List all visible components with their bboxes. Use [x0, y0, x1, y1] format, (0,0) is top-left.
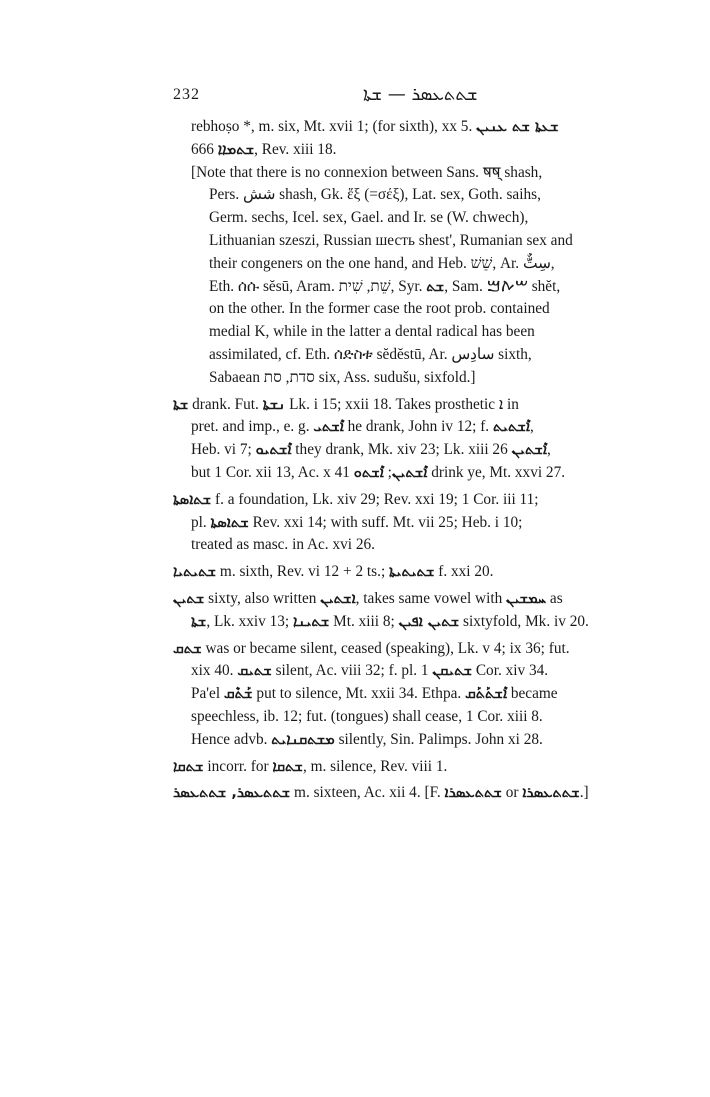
entry-text: as	[546, 589, 563, 607]
entry-text: treated as masc. in Ac. xvi 26.	[191, 536, 375, 554]
syriac-word: ܢܫܬܐ	[262, 396, 286, 413]
entry-line	[173, 462, 653, 485]
entry-text: Mt. xiii 8;	[329, 612, 399, 630]
entry-text: drink ye, Mt. xxvi 27.	[427, 463, 566, 481]
entry-line	[173, 660, 653, 683]
entry-text: incorr. for	[203, 757, 273, 775]
entry-text: on the other. In the former case the root prob. contained	[209, 300, 550, 318]
entry-line	[173, 729, 653, 752]
syriac-word: ܐܫܬܝܢ	[320, 590, 356, 607]
dictionary-column	[173, 116, 653, 809]
dictionary-entry	[173, 489, 653, 557]
entry-line	[173, 683, 653, 706]
syriac-word: ܫܥܬܐ ܫܬ ܥܢܝܢ	[476, 119, 559, 135]
syriac-word: ܫܬܩ	[173, 640, 202, 657]
entry-text: Rev. xxi 14; with suff. Mt. vii 25; Heb. i 10;	[248, 513, 523, 531]
entry-text: ,	[530, 418, 534, 436]
entry-text: .]	[579, 784, 589, 802]
entry-line	[173, 439, 653, 462]
entry-line	[173, 611, 653, 634]
dictionary-entry	[173, 756, 653, 779]
syriac-word: ܐܶܫܬܝܘ	[255, 442, 292, 459]
entry-text: but 1 Cor. xii 13, Ac. x 41	[191, 463, 354, 481]
entry-text: medial K, while in the latter a dental radical has been	[209, 323, 535, 341]
syriac-word: ܡܫܬܩܢܐܝܬ	[271, 731, 335, 748]
entry-text: , Lk. xxiv 13;	[206, 612, 294, 630]
syriac-word: ܫܬܝܢ ܐܦܝܢ	[398, 613, 460, 630]
syriac-word: ܫܬܝܩܢ	[432, 663, 473, 680]
syriac-word: ܐܶܫܬܘ	[353, 464, 384, 481]
entry-line	[173, 756, 653, 779]
syriac-word: ܫܬܬܥܣܪܐ	[522, 785, 580, 802]
entry-line	[173, 561, 653, 584]
syriac-word: ܫܬܝܢܐ	[293, 613, 330, 630]
syriac-word: ܫܬܩܐ	[272, 758, 303, 775]
entry-text: Germ. sechs, Icel. sex, Gael. and Ir. se (W. chwech),	[209, 209, 529, 227]
syriac-word: ܫܬܬܥܣܪܐ	[444, 785, 502, 802]
entry-text: pret. and imp., e. g.	[191, 418, 314, 436]
entry-line	[173, 162, 653, 185]
entry-line	[173, 512, 653, 535]
entry-text: he drank, John iv 12; f.	[343, 418, 493, 436]
syriac-word: ܐܶܫܬܝ	[313, 419, 344, 436]
entry-text: ,	[547, 441, 551, 459]
entry-line	[173, 706, 653, 729]
dictionary-entry	[173, 638, 653, 752]
entry-text: Lk. i 15; xxii 18. Takes prosthetic ܐ in	[285, 395, 519, 413]
syriac-word: ܫܬܝܢ	[173, 590, 205, 607]
dictionary-entry	[173, 394, 653, 485]
dictionary-entry	[173, 561, 653, 584]
entry-text: , takes same vowel with	[355, 589, 507, 607]
entry-text: Lithuanian szeszi, Russian шесть shest', Rumanian sex and	[209, 231, 573, 249]
entry-text: , Sam. ࠔࠕࠌ shĕt,	[444, 277, 561, 295]
syriac-word: ܫܬܩܐ	[173, 758, 204, 775]
entry-text: , m. silence, Rev. viii 1.	[302, 757, 448, 775]
entry-line	[173, 534, 653, 557]
entry-line	[173, 489, 653, 512]
entry-text: was or became silent, ceased (speaking), Lk. v 4; ix 36; fut.	[201, 639, 570, 657]
entry-text: Eth. ሰሱ sĕsū, Aram. שֵׁת, שִׁית, Syr.	[209, 277, 427, 295]
entry-text: xix 40.	[191, 662, 238, 680]
entry-line	[173, 253, 653, 276]
entry-text: m. sixteen, Ac. xii 4. [F.	[290, 784, 445, 802]
entry-text: Sabaean סדת, סת six, Ass. sudušu, sixfold.]	[209, 368, 476, 386]
entry-line	[173, 207, 653, 230]
syriac-word: ܫܬܐ	[191, 613, 207, 630]
dictionary-entry	[173, 588, 653, 634]
entry-text: silent, Ac. viii 32; f. pl.	[271, 662, 421, 680]
entry-text: they drank, Mk. xiv 23; Lk. xiii 26	[291, 441, 512, 459]
page-header	[173, 86, 650, 110]
entry-line	[173, 116, 653, 139]
entry-line	[173, 298, 653, 321]
syriac-word: ܐܶܫܬܰܬܰܩ	[465, 686, 508, 703]
entry-text: sixty, also written	[204, 589, 321, 607]
syriac-word: ܫܬܝܬܝܐ	[173, 564, 217, 581]
entry-text: Pa'el	[191, 685, 224, 703]
entry-line	[173, 416, 653, 439]
entry-text: silently, Sin. Palimps. John xi 28.	[334, 730, 543, 748]
entry-text: Heb. vi 7;	[191, 441, 256, 459]
entry-text: f. xxi 20.	[434, 563, 494, 581]
entry-text: m. sixth, Rev. vi 12 + 2 ts.;	[216, 563, 390, 581]
syriac-word: ܫܬܐܣܬܐ	[210, 514, 249, 531]
entry-text: f. a foundation, Lk. xiv 29; Rev. xxi 19; 1 Cor. iii 11;	[211, 490, 539, 508]
syriac-word: ܫܬ	[426, 278, 445, 295]
entry-text: pl.	[191, 513, 211, 531]
syriac-word: ܐܶܫܬܝܬ	[492, 419, 530, 436]
entry-line	[173, 367, 653, 390]
syriac-word: ܫܰܬܶܩ	[223, 686, 253, 703]
syriac-word: ܐܶܫܬܝܢ	[511, 442, 547, 459]
entry-line	[173, 344, 653, 367]
entry-text: or	[501, 784, 523, 802]
entry-text: Hence advb.	[191, 730, 272, 748]
entry-line	[173, 588, 653, 611]
entry-text: 666, Rev. xiii 18.	[191, 140, 337, 158]
entry-text: their congeners on the one hand, and Heb. שֵׁשׁ, Ar. سِتٌّ,	[209, 254, 555, 272]
entry-text: sixtyfold, Mk. iv 20.	[459, 612, 589, 630]
entry-text: Pers. شش shash, Gk. ἕξ (=σέξ), Lat. sex, Goth. saihs,	[209, 186, 541, 204]
entry-text: speechless, ib. 12; fut. (tongues) shall cease, 1 Cor. xiii 8.	[191, 707, 543, 725]
entry-text: put to silence, Mt. xxii 34. Ethpa.	[252, 685, 466, 703]
syriac-word: ܚܡܫܝܢ	[506, 590, 547, 607]
entry-line	[173, 394, 653, 417]
entry-text: assimilated, cf. Eth. ሰድስቱ sĕdĕstū, Ar. سادِس sixth,	[209, 345, 532, 363]
syriac-word: ܐܶܫܬܝܢ	[391, 464, 428, 481]
syriac-word: ܫܬܡܐܐ	[217, 141, 255, 158]
entry-text: drank. Fut.	[188, 395, 263, 413]
entry-line	[173, 321, 653, 344]
syriac-word: ܫܬܝܩ	[237, 663, 272, 680]
page-number: 232	[173, 86, 200, 103]
syriac-word: ܫܬܝܬܝܬܐ	[389, 564, 435, 581]
entry-line	[173, 230, 653, 253]
entry-line	[173, 139, 653, 162]
entry-line	[173, 638, 653, 661]
entry-text: rebhoṣo *, m. six, Mt. xvii 1; (for sixth), xx 5.	[191, 118, 477, 135]
entry-line	[173, 276, 653, 299]
syriac-word: ܫܬܐܣܬܐ	[173, 491, 212, 508]
syriac-word: ܫܬܬܥܣܪ, ܫܬܬܥܣܪ	[173, 785, 291, 802]
entry-text: became	[507, 685, 558, 703]
running-head: ܫܬܬܥܣܪ — ܫܬܐ	[363, 84, 478, 105]
entry-line	[173, 782, 653, 805]
dictionary-entry	[173, 116, 653, 390]
syriac-word: ܫܬܐ	[173, 396, 189, 413]
dictionary-entry	[173, 782, 653, 805]
entry-text: ;	[383, 463, 392, 481]
entry-line	[173, 184, 653, 207]
entry-text: 1 Cor. xiv 34.	[420, 662, 549, 680]
entry-text: [Note that there is no connexion between Sans. षष् shash,	[191, 163, 543, 181]
